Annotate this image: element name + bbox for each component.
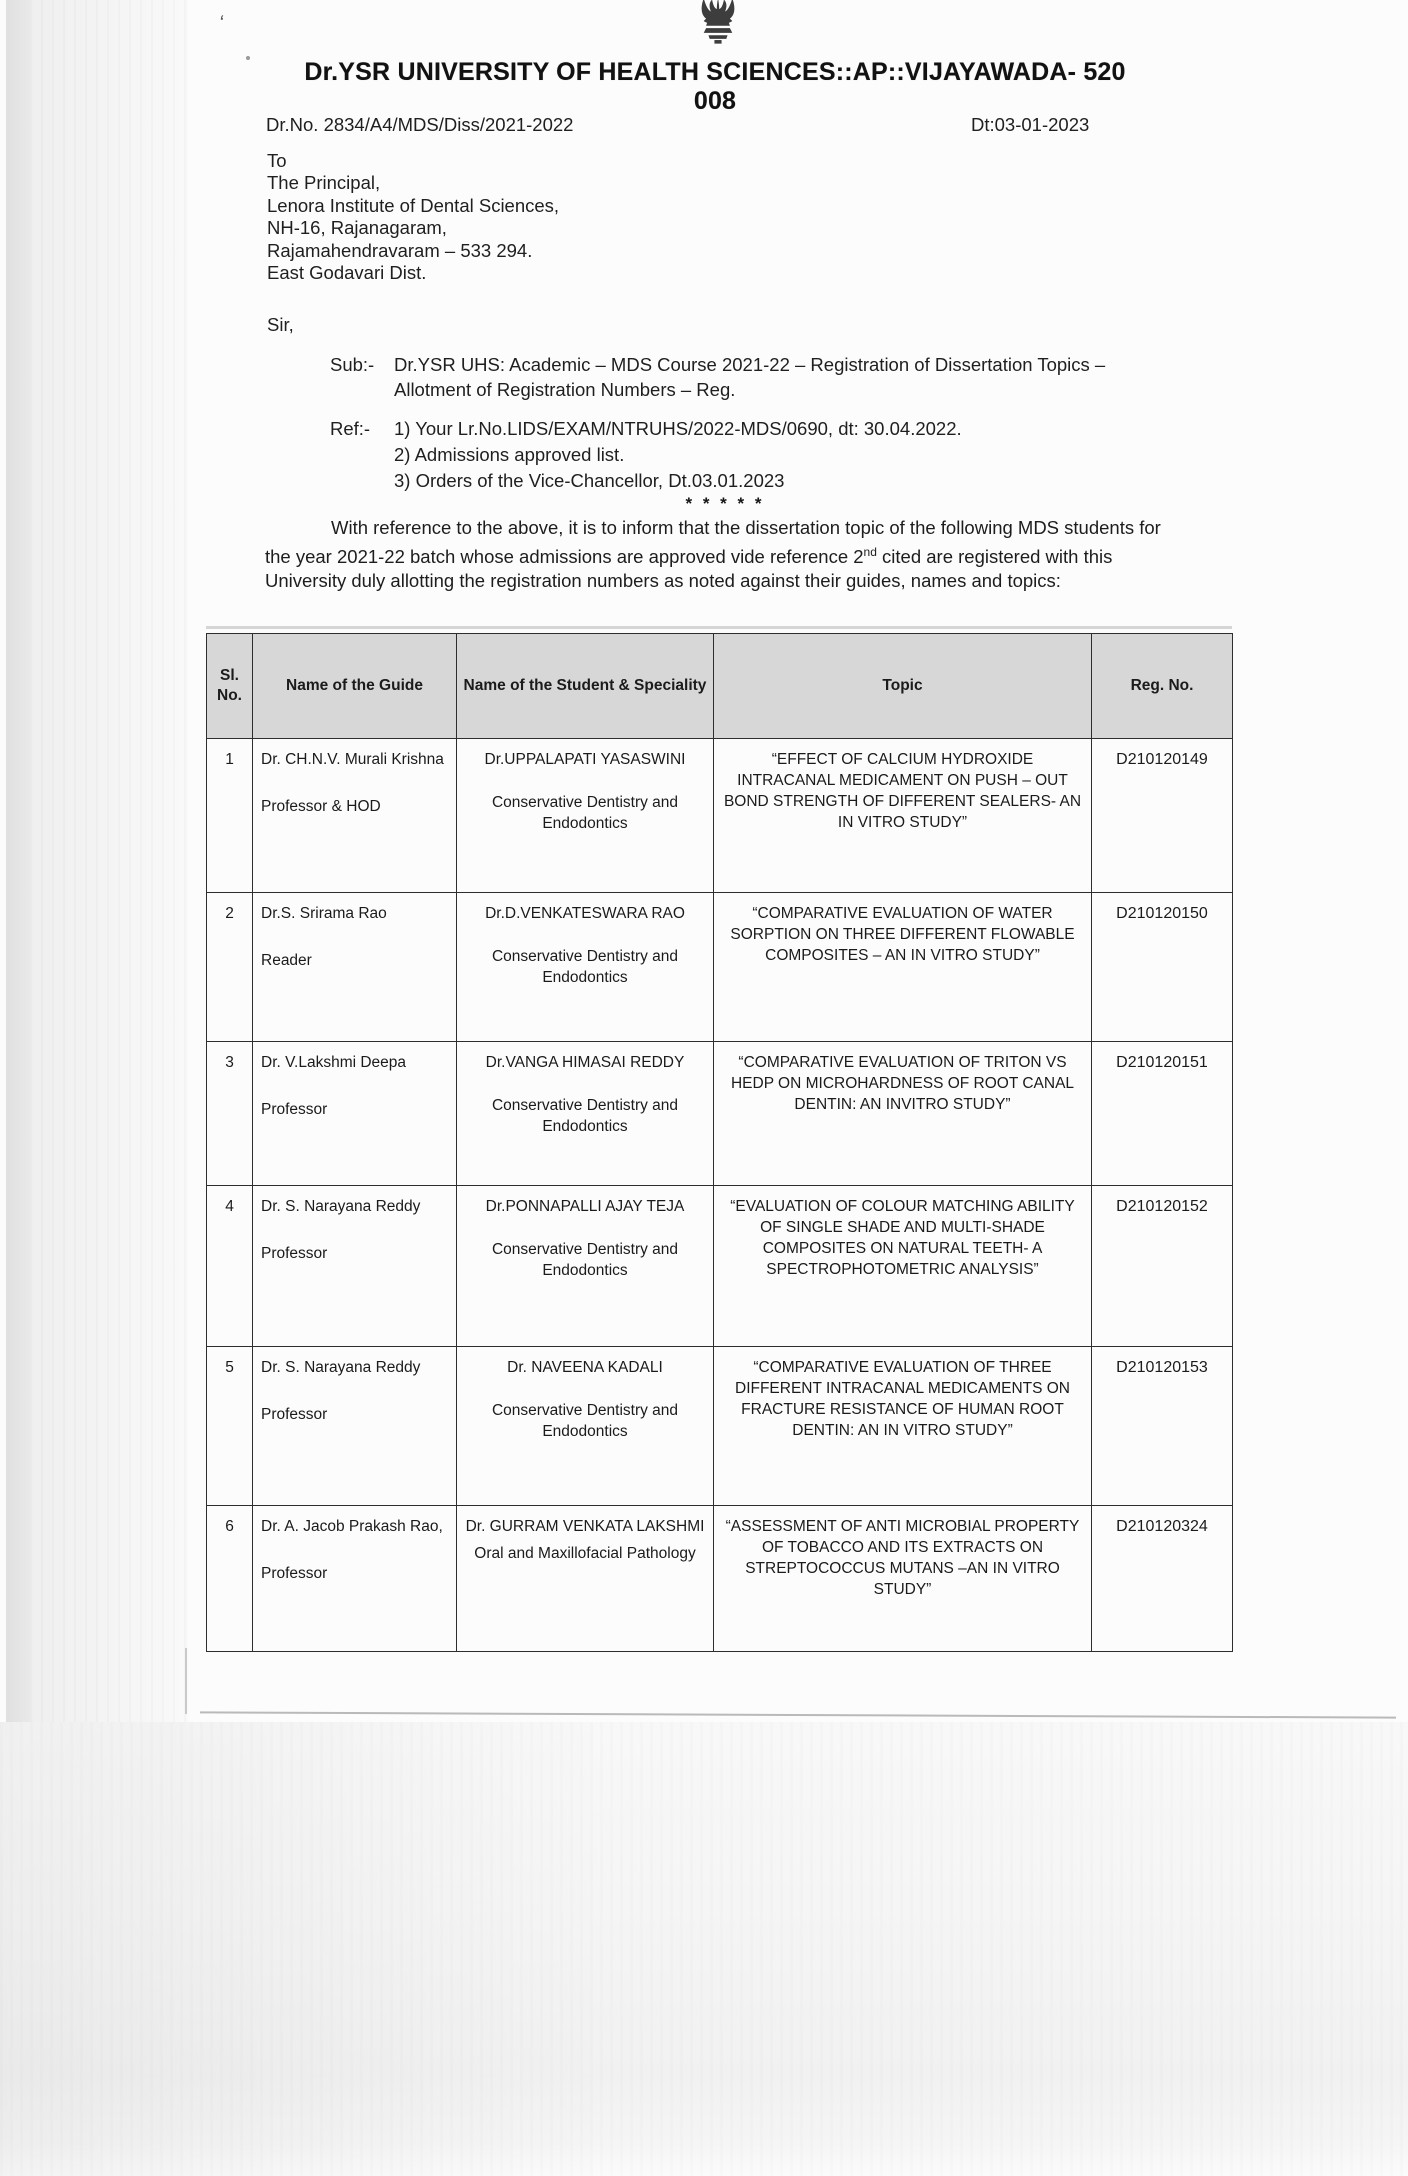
cell-guide: [253, 893, 457, 1042]
table-row: [207, 1042, 1233, 1186]
student-speciality: Conservative Dentistry and Endodontics: [491, 1241, 679, 1279]
table-row: [207, 1506, 1233, 1652]
cell-sl-no: 5: [207, 1347, 253, 1506]
cell-topic: “COMPARATIVE EVALUATION OF THREE DIFFERENT INTRACANAL MEDICAMENTS ON FRACTURE RESISTANCE OF HUMAN ROOT DENTIN: AN IN VITRO STUDY”: [714, 1347, 1092, 1506]
student-speciality: Conservative Dentistry and Endodontics: [491, 1097, 679, 1135]
reference-label: Ref:-: [330, 418, 371, 439]
address-line: Rajamahendravaram – 533 294.: [267, 239, 533, 261]
guide-title: Professor: [261, 1565, 328, 1582]
header-guide: Name of the Guide: [253, 634, 457, 739]
letter-date: Dt:03-01-2023: [971, 114, 1090, 135]
paper-edge-line: [200, 1711, 1396, 1718]
cell-guide: [253, 1506, 457, 1652]
cell-topic: “COMPARATIVE EVALUATION OF TRITON VS HEDP ON MICROHARDNESS OF ROOT CANAL DENTIN: AN INVITRO STUDY”: [714, 1042, 1092, 1186]
student-name: Dr.UPPALAPATI YASASWINI: [484, 751, 686, 768]
cell-reg-no: D210120153: [1092, 1347, 1233, 1506]
student-name: Dr.D.VENKATESWARA RAO: [485, 905, 685, 922]
header-reg-no: Reg. No.: [1092, 634, 1233, 739]
guide-name: Dr. CH.N.V. Murali Krishna: [261, 751, 444, 768]
subject-text: Dr.YSR UHS: Academic – MDS Course 2021-22 – Registration of Dissertation Topics – Allotment of Registration Numbers – Reg.: [394, 354, 1106, 400]
cell-reg-no: D210120151: [1092, 1042, 1233, 1186]
body-text: With reference to the above, it is to inform that the dissertation topic of the following MDS students for the year 2021-22 batch whose admissions are approved vide reference 2: [265, 517, 1161, 568]
cell-reg-no: D210120324: [1092, 1506, 1233, 1652]
student-name: Dr.VANGA HIMASAI REDDY: [485, 1054, 685, 1071]
cell-sl-no: 2: [207, 893, 253, 1042]
cell-topic: “EFFECT OF CALCIUM HYDROXIDE INTRACANAL MEDICAMENT ON PUSH – OUT BOND STRENGTH OF DIFFERENT SEALERS- AN IN VITRO STUDY”: [714, 739, 1092, 893]
table-header-row: [207, 634, 1233, 739]
scan-speck-dot: [246, 56, 250, 60]
registration-table: [206, 633, 1233, 1652]
cell-topic: “COMPARATIVE EVALUATION OF WATER SORPTION ON THREE DIFFERENT FLOWABLE COMPOSITES – AN IN VITRO STUDY”: [714, 893, 1092, 1042]
body-superscript: nd: [863, 545, 877, 559]
paper-edge-vertical: [185, 1648, 187, 1714]
header-sl-no: Sl. No.: [207, 634, 253, 739]
university-emblem-icon: [694, 0, 742, 46]
table-row: [207, 1186, 1233, 1347]
university-title: Dr.YSR UNIVERSITY OF HEALTH SCIENCES::AP::VIJAYAWADA- 520 008: [304, 58, 1126, 115]
cell-student: [457, 1506, 714, 1652]
guide-title: Professor: [261, 1245, 328, 1262]
cell-sl-no: 3: [207, 1042, 253, 1186]
cell-student: [457, 893, 714, 1042]
student-speciality: Oral and Maxillofacial Pathology: [474, 1545, 696, 1562]
address-line: To: [267, 150, 287, 171]
header-topic: Topic: [714, 634, 1092, 739]
recipient-address: [267, 150, 559, 284]
cell-student: [457, 1347, 714, 1506]
cell-topic: “ASSESSMENT OF ANTI MICROBIAL PROPERTY OF TOBACCO AND ITS EXTRACTS ON STREPTOCOCCUS MUTANS –AN IN VITRO STUDY”: [714, 1506, 1092, 1652]
salutation: Sir,: [267, 314, 294, 335]
guide-name: Dr.S. Srirama Rao: [261, 905, 387, 922]
cell-sl-no: 6: [207, 1506, 253, 1652]
scan-speck-mark: ‘: [217, 11, 226, 35]
scan-bottom-shading: [0, 1722, 1408, 2176]
student-speciality: Conservative Dentistry and Endodontics: [491, 794, 679, 832]
cell-student: [457, 739, 714, 893]
guide-name: Dr. A. Jacob Prakash Rao,: [261, 1518, 443, 1535]
table-row: [207, 739, 1233, 893]
address-line: East Godavari Dist.: [267, 262, 427, 284]
address-line: The Principal,: [267, 172, 381, 194]
guide-title: Professor & HOD: [261, 798, 381, 815]
cell-sl-no: 4: [207, 1186, 253, 1347]
cell-student: [457, 1042, 714, 1186]
cell-sl-no: 1: [207, 739, 253, 893]
letter-ref-number: Dr.No. 2834/A4/MDS/Diss/2021-2022: [266, 114, 574, 135]
cell-student: [457, 1186, 714, 1347]
cell-reg-no: D210120149: [1092, 739, 1233, 893]
student-name: Dr. GURRAM VENKATA LAKSHMI: [465, 1518, 705, 1535]
cell-guide: [253, 1042, 457, 1186]
table-row: [207, 893, 1233, 1042]
reference-line: 3) Orders of the Vice-Chancellor, Dt.03.01.2023: [394, 470, 785, 491]
cell-guide: [253, 1347, 457, 1506]
address-line: Lenora Institute of Dental Sciences,: [267, 194, 560, 216]
student-speciality: Conservative Dentistry and Endodontics: [491, 1402, 679, 1440]
guide-title: Reader: [261, 952, 312, 969]
cell-guide: [253, 739, 457, 893]
subject-label: Sub:-: [330, 354, 375, 375]
student-speciality: Conservative Dentistry and Endodontics: [491, 948, 679, 986]
guide-title: Professor: [261, 1406, 328, 1423]
table-row: [207, 1347, 1233, 1506]
cell-guide: [253, 1186, 457, 1347]
body-text: cited are registered with this University duly allotting the registration numbers as noted against their guides, names and topics:: [265, 546, 1113, 592]
reference-line: 1) Your Lr.No.LIDS/EXAM/NTRUHS/2022-MDS/0690, dt: 30.04.2022.: [394, 418, 962, 439]
reference-line: 2) Admissions approved list.: [394, 444, 625, 465]
subject-block: [330, 352, 1180, 402]
guide-title: Professor: [261, 1101, 328, 1118]
cell-topic: “EVALUATION OF COLOUR MATCHING ABILITY OF SINGLE SHADE AND MULTI-SHADE COMPOSITES ON NATURAL TEETH- A SPECTROPHOTOMETRIC ANALYSIS”: [714, 1186, 1092, 1347]
address-line: NH-16, Rajanagaram,: [267, 217, 447, 239]
cell-reg-no: D210120150: [1092, 893, 1233, 1042]
guide-name: Dr. S. Narayana Reddy: [261, 1359, 421, 1376]
student-name: Dr. NAVEENA KADALI: [507, 1359, 663, 1376]
cell-reg-no: D210120152: [1092, 1186, 1233, 1347]
guide-name: Dr. S. Narayana Reddy: [261, 1198, 421, 1215]
header-student: Name of the Student & Speciality: [457, 634, 714, 739]
body-paragraph: [265, 516, 1171, 593]
student-name: Dr.PONNAPALLI AJAY TEJA: [485, 1198, 685, 1215]
reference-block: [330, 416, 1190, 494]
table-top-scan-smear: [206, 626, 1232, 629]
guide-name: Dr. V.Lakshmi Deepa: [261, 1054, 407, 1071]
separator-stars: * * * * *: [685, 494, 765, 513]
